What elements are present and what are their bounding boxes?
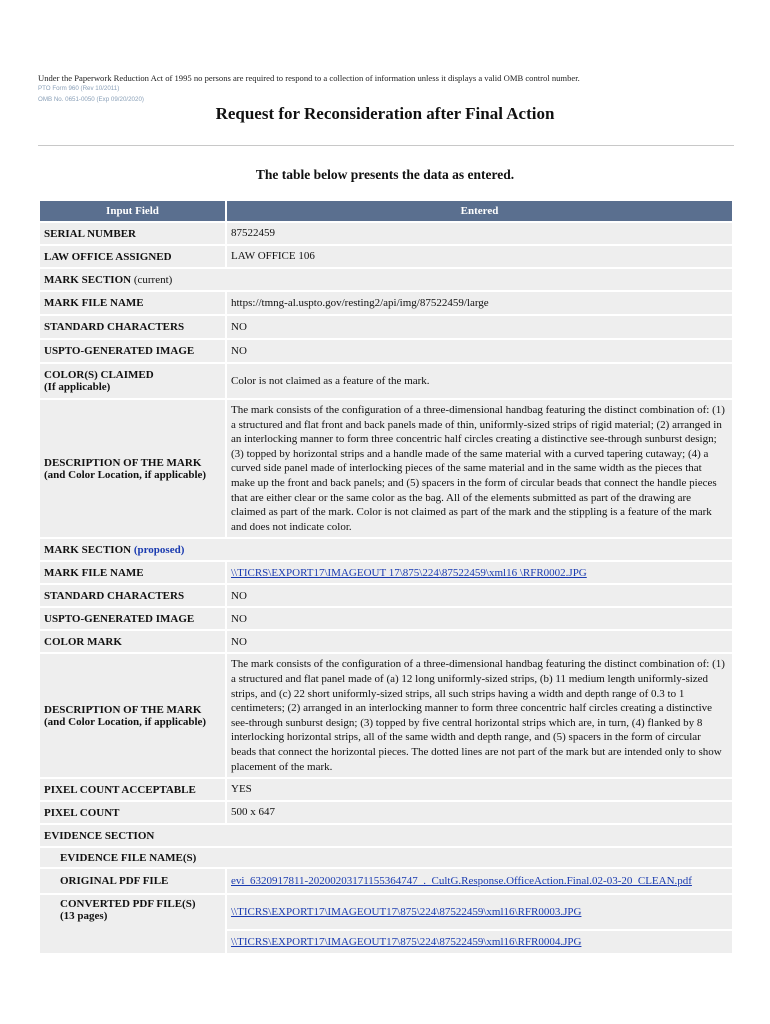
page-title: Request for Reconsideration after Final Action <box>215 104 555 123</box>
proposed-generated-image-label: USPTO-GENERATED IMAGE <box>40 608 225 629</box>
pixel-count-label: PIXEL COUNT <box>40 802 225 823</box>
mark-section-proposed-heading <box>40 539 732 560</box>
converted-pdf-label <box>40 895 225 953</box>
description-sub: (and Color Location, if applicable) <box>44 715 207 728</box>
paperwork-notice: Under the Paperwork Reduction Act of 1995 no persons are required to respond to a collection of information unless it displays a valid OMB control number. <box>38 73 580 83</box>
law-office-label: LAW OFFICE ASSIGNED <box>40 246 225 267</box>
proposed-mark-file-link[interactable]: \\TICRS\EXPORT17\IMAGEOUT 17\875\224\87522459\xml16 \RFR0002.JPG <box>231 566 587 579</box>
proposed-description-value: The mark consists of the configuration of a three-dimensional handbag featuring the distinct combination of: (1) a structured and flat panel made of (a) 12 long uniformly-sized strips, (b) 11 medium length uniformly-sized strips, and (c) 22 short uniformly-sized strips, all such strips having a width and depth range of 0.3 to 1 centimeters; (2) arranged in an interlocking manner to form three concentric half circles creating a distinctive see-through sunburst design; (3) topped by five central horizontal strips which are, in turn, (4) flanked by 8 interlocking horizontal strips, all of the same width and depth range, and (5) spacers in the form of circular beads that connect the horizontal pieces. The dotted lines are not part of the mark but are intended only to show placement of the mark. <box>227 654 732 777</box>
table-caption: The table below presents the data as entered. <box>255 167 515 182</box>
section-title: MARK SECTION <box>44 543 132 556</box>
section-tag: (proposed) <box>133 543 185 556</box>
law-office-value: LAW OFFICE 106 <box>227 246 732 267</box>
proposed-generated-image-value: NO <box>227 608 732 629</box>
proposed-color-mark-value: NO <box>227 631 732 652</box>
header-entered: Entered <box>227 201 732 221</box>
data-table <box>38 199 734 955</box>
proposed-standard-characters-value: NO <box>227 585 732 606</box>
current-color-claimed-value: Color is not claimed as a feature of the mark. <box>227 364 732 398</box>
color-claimed-title: COLOR(S) CLAIMED <box>44 369 154 381</box>
converted-file-link-2[interactable]: \\TICRS\EXPORT17\IMAGEOUT17\875\224\87522459\xml16\RFR0004.JPG <box>231 935 582 948</box>
mark-section-current-heading <box>40 269 732 290</box>
pixel-acceptable-value: YES <box>227 779 732 800</box>
current-description-value: The mark consists of the configuration of a three-dimensional handbag featuring the distinct combination of: (1) a structured and flat front and back panels made of thin, uniformly-sized strips of rigid material; (2) arranged in an interlocking manner to form three concentric half circles creating a distinctive see-through sunburst design; (3) topped by horizontal strips and a handle made of the same material with a curved tapering cutaway; (4) a curved side panel made of interlocking pieces of the same material and in the same width as the pieces that make up the front and back panels; and (5) spacers in the form of circular beads that connect the handle pieces that are either clear or the same color as the bag. All of the elements submitted as part of the drawing are claimed as part of the mark. Color is not claimed as part of the mark and the stippling is a feature of the mark and does not indicate color. <box>227 400 732 537</box>
pixel-count-value: 500 x 647 <box>227 802 732 823</box>
original-pdf-label: ORIGINAL PDF FILE <box>40 869 225 893</box>
current-color-claimed-label <box>40 364 225 398</box>
section-title: MARK SECTION <box>44 273 132 286</box>
current-standard-characters-value: NO <box>227 316 732 338</box>
description-title: DESCRIPTION OF THE MARK <box>44 703 202 716</box>
original-pdf-link[interactable]: evi_6320917811-20200203171155364747_._CultG.Response.OfficeAction.Final.02-03-20_CLEAN.pdf <box>231 874 692 887</box>
evidence-section-heading: EVIDENCE SECTION <box>40 825 732 846</box>
converted-pages: (13 pages) <box>60 910 108 923</box>
current-generated-image-label: USPTO-GENERATED IMAGE <box>40 340 225 362</box>
pto-form-number: PTO Form 960 (Rev 10/2011) <box>38 85 120 92</box>
current-standard-characters-label: STANDARD CHARACTERS <box>40 316 225 338</box>
color-claimed-sub: (If applicable) <box>44 381 111 393</box>
converted-file-link-1[interactable]: \\TICRS\EXPORT17\IMAGEOUT17\875\224\87522459\xml16\RFR0003.JPG <box>231 905 582 918</box>
current-mark-file-label: MARK FILE NAME <box>40 292 225 314</box>
omb-number: OMB No. 0651-0050 (Exp 09/20/2020) <box>38 96 144 103</box>
section-tag: (current) <box>133 273 173 286</box>
description-sub: (and Color Location, if applicable) <box>44 468 207 481</box>
divider <box>38 145 734 146</box>
current-description-label <box>40 400 225 537</box>
pixel-acceptable-label: PIXEL COUNT ACCEPTABLE <box>40 779 225 800</box>
proposed-description-label <box>40 654 225 777</box>
proposed-mark-file-label: MARK FILE NAME <box>40 562 225 583</box>
proposed-color-mark-label: COLOR MARK <box>40 631 225 652</box>
current-mark-file-value: https://tmng-al.uspto.gov/resting2/api/img/87522459/large <box>227 292 732 314</box>
serial-number-value: 87522459 <box>227 223 732 244</box>
current-generated-image-value: NO <box>227 340 732 362</box>
converted-title: CONVERTED PDF FILE(S) <box>60 898 196 911</box>
description-title: DESCRIPTION OF THE MARK <box>44 456 202 469</box>
proposed-standard-characters-label: STANDARD CHARACTERS <box>40 585 225 606</box>
header-input-field: Input Field <box>40 201 225 221</box>
evidence-file-names-label: EVIDENCE FILE NAME(S) <box>40 848 732 867</box>
serial-number-label: SERIAL NUMBER <box>40 223 225 244</box>
